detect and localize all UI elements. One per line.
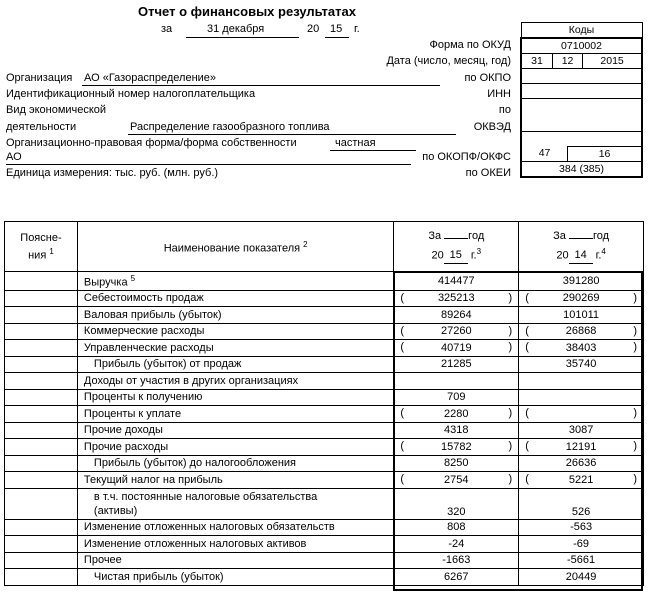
period-year-prefix: 20 xyxy=(307,23,320,35)
row-note xyxy=(5,439,78,456)
row-current-value xyxy=(394,373,519,390)
col-note-header: Поясне- ния $^1$ xyxy=(5,222,78,272)
table-row xyxy=(5,552,644,569)
row-current-value: ( ) 2280 xyxy=(394,406,519,423)
table-row xyxy=(5,439,644,456)
period-year: 15 xyxy=(330,23,343,35)
period-day-month: 31 декабря xyxy=(207,23,265,35)
row-prev-value xyxy=(519,389,644,406)
table-row xyxy=(5,472,644,489)
row-prev-value: 20449 xyxy=(519,569,644,586)
period-prefix: за xyxy=(161,23,173,35)
row-note xyxy=(5,290,78,307)
row-note xyxy=(5,389,78,406)
row-prev-value: 391280 xyxy=(519,272,644,291)
col-name-header: Наименование показателя $^2$ xyxy=(77,222,393,272)
row-indicator-name: в т.ч. постоянные налоговые обязательства (активы) xyxy=(77,488,393,519)
table-row xyxy=(5,356,644,373)
row-note xyxy=(5,488,78,519)
row-note xyxy=(5,340,78,357)
row-note xyxy=(5,569,78,586)
report-title: Отчет о финансовых результатах xyxy=(138,4,356,19)
row-prev-value: 35740 xyxy=(519,356,644,373)
legal-form-value: АО xyxy=(6,151,22,163)
row-current-value: 414477 xyxy=(394,272,519,291)
row-indicator-name: Изменение отложенных налоговых активов xyxy=(77,536,393,553)
row-indicator-name: Прочие расходы xyxy=(77,439,393,456)
row-indicator-name: Прочее xyxy=(77,552,393,569)
row-note xyxy=(5,307,78,324)
row-prev-value: -69 xyxy=(519,536,644,553)
row-indicator-name: Прибыль (убыток) до налогообложения xyxy=(77,455,393,472)
okpo-label: по ОКПО xyxy=(464,72,511,84)
row-note xyxy=(5,422,78,439)
row-note xyxy=(5,373,78,390)
table-row xyxy=(5,323,644,340)
table-row xyxy=(5,373,644,390)
row-current-value: ( ) 40719 xyxy=(394,340,519,357)
row-prev-value: ( ) 26868 xyxy=(519,323,644,340)
okfs-value: 16 xyxy=(568,147,642,162)
row-indicator-name: Изменение отложенных налоговых обязательств xyxy=(77,519,393,536)
period-year-unit: г. xyxy=(354,23,360,35)
date-label: Дата (число, месяц, год) xyxy=(386,55,511,67)
row-prev-value: ( ) 12191 xyxy=(519,439,644,456)
okved-value xyxy=(521,99,642,132)
okei-value: 384 (385) xyxy=(521,162,642,178)
table-row xyxy=(5,519,644,536)
row-prev-value: -5661 xyxy=(519,552,644,569)
inn-label: ИНН xyxy=(487,88,511,100)
row-current-value: 89264 xyxy=(394,307,519,324)
row-current-value: 808 xyxy=(394,519,519,536)
row-prev-value: -563 xyxy=(519,519,644,536)
ownership-value: частная xyxy=(335,137,376,149)
row-current-value: -1663 xyxy=(394,552,519,569)
okud-label: Форма по ОКУД xyxy=(429,39,511,51)
row-indicator-name: Прочие доходы xyxy=(77,422,393,439)
okei-label: по ОКЕИ xyxy=(465,167,511,179)
row-indicator-name: Себестоимость продаж xyxy=(77,290,393,307)
row-note xyxy=(5,406,78,423)
table-row xyxy=(5,422,644,439)
codes-table xyxy=(520,22,643,178)
row-note xyxy=(5,455,78,472)
row-current-value: ( ) 15782 xyxy=(394,439,519,456)
org-label: Организация xyxy=(6,72,73,84)
activity-value: Распределение газообразного топлива xyxy=(130,121,330,133)
row-current-value: ( ) 325213 xyxy=(394,290,519,307)
okopf-label: по ОКОПФ/ОКФС xyxy=(422,151,511,163)
row-indicator-name: Выручка $^5$ xyxy=(77,272,393,291)
row-indicator-name: Коммерческие расходы xyxy=(77,323,393,340)
row-prev-value: 26636 xyxy=(519,455,644,472)
row-indicator-name: Текущий налог на прибыль xyxy=(77,472,393,489)
row-current-value: 4318 xyxy=(394,422,519,439)
row-note xyxy=(5,356,78,373)
col-prev-year-header: За год 20 14 г.$^4$ xyxy=(519,222,644,272)
org-value: АО «Газораспределение» xyxy=(84,72,217,84)
row-note xyxy=(5,519,78,536)
table-row xyxy=(5,455,644,472)
row-current-value: 8250 xyxy=(394,455,519,472)
row-prev-value xyxy=(519,373,644,390)
row-current-value: 709 xyxy=(394,389,519,406)
row-indicator-name: Проценты к уплате xyxy=(77,406,393,423)
unit-label: Единица измерения: тыс. руб. (млн. руб.) xyxy=(6,167,219,179)
row-indicator-name: Чистая прибыль (убыток) xyxy=(77,569,393,586)
row-current-value: 320 xyxy=(394,488,519,519)
row-prev-value: ( ) 290269 xyxy=(519,290,644,307)
table-row xyxy=(5,290,644,307)
row-note xyxy=(5,536,78,553)
okpo-value xyxy=(521,69,642,84)
okud-value: 0710002 xyxy=(521,38,642,54)
activity-label-1: Вид экономической xyxy=(6,104,107,116)
row-indicator-name: Доходы от участия в других организациях xyxy=(77,373,393,390)
row-note xyxy=(5,552,78,569)
date-day: 31 xyxy=(521,54,552,69)
row-indicator-name: Управленческие расходы xyxy=(77,340,393,357)
row-prev-value: ( ) 5221 xyxy=(519,472,644,489)
date-month: 12 xyxy=(552,54,582,69)
inn-text: Идентификационный номер налогоплательщика xyxy=(6,88,256,100)
row-prev-value: ( ) 38403 xyxy=(519,340,644,357)
date-year: 2015 xyxy=(583,54,642,69)
row-note xyxy=(5,472,78,489)
row-current-value: ( ) 27260 xyxy=(394,323,519,340)
table-row xyxy=(5,569,644,586)
table-row xyxy=(5,340,644,357)
table-row xyxy=(5,488,644,519)
activity-label-2: деятельности xyxy=(6,121,77,133)
row-note xyxy=(5,272,78,291)
table-row xyxy=(5,406,644,423)
table-row xyxy=(5,389,644,406)
codes-header: Коды xyxy=(521,23,642,39)
row-indicator-name: Прибыль (убыток) от продаж xyxy=(77,356,393,373)
legal-form-label: Организационно-правовая форма/форма собственности xyxy=(6,137,297,149)
okopf-value: 47 xyxy=(521,147,568,162)
financial-results-table xyxy=(4,221,644,586)
okved-label: ОКВЭД xyxy=(473,121,511,133)
row-prev-value: 526 xyxy=(519,488,644,519)
row-current-value: 6267 xyxy=(394,569,519,586)
row-prev-value: ( ) xyxy=(519,406,644,423)
table-row xyxy=(5,536,644,553)
row-prev-value: 101011 xyxy=(519,307,644,324)
inn-value xyxy=(521,84,642,99)
row-current-value: -24 xyxy=(394,536,519,553)
table-row xyxy=(5,307,644,324)
row-indicator-name: Валовая прибыль (убыток) xyxy=(77,307,393,324)
row-indicator-name: Проценты к получению xyxy=(77,389,393,406)
col-current-year-header: За год 20 15 г.$^3$ xyxy=(394,222,519,272)
table-row xyxy=(5,272,644,291)
po-label: по xyxy=(498,104,511,116)
row-note xyxy=(5,323,78,340)
row-prev-value: 3087 xyxy=(519,422,644,439)
row-current-value: 21285 xyxy=(394,356,519,373)
row-current-value: ( ) 2754 xyxy=(394,472,519,489)
